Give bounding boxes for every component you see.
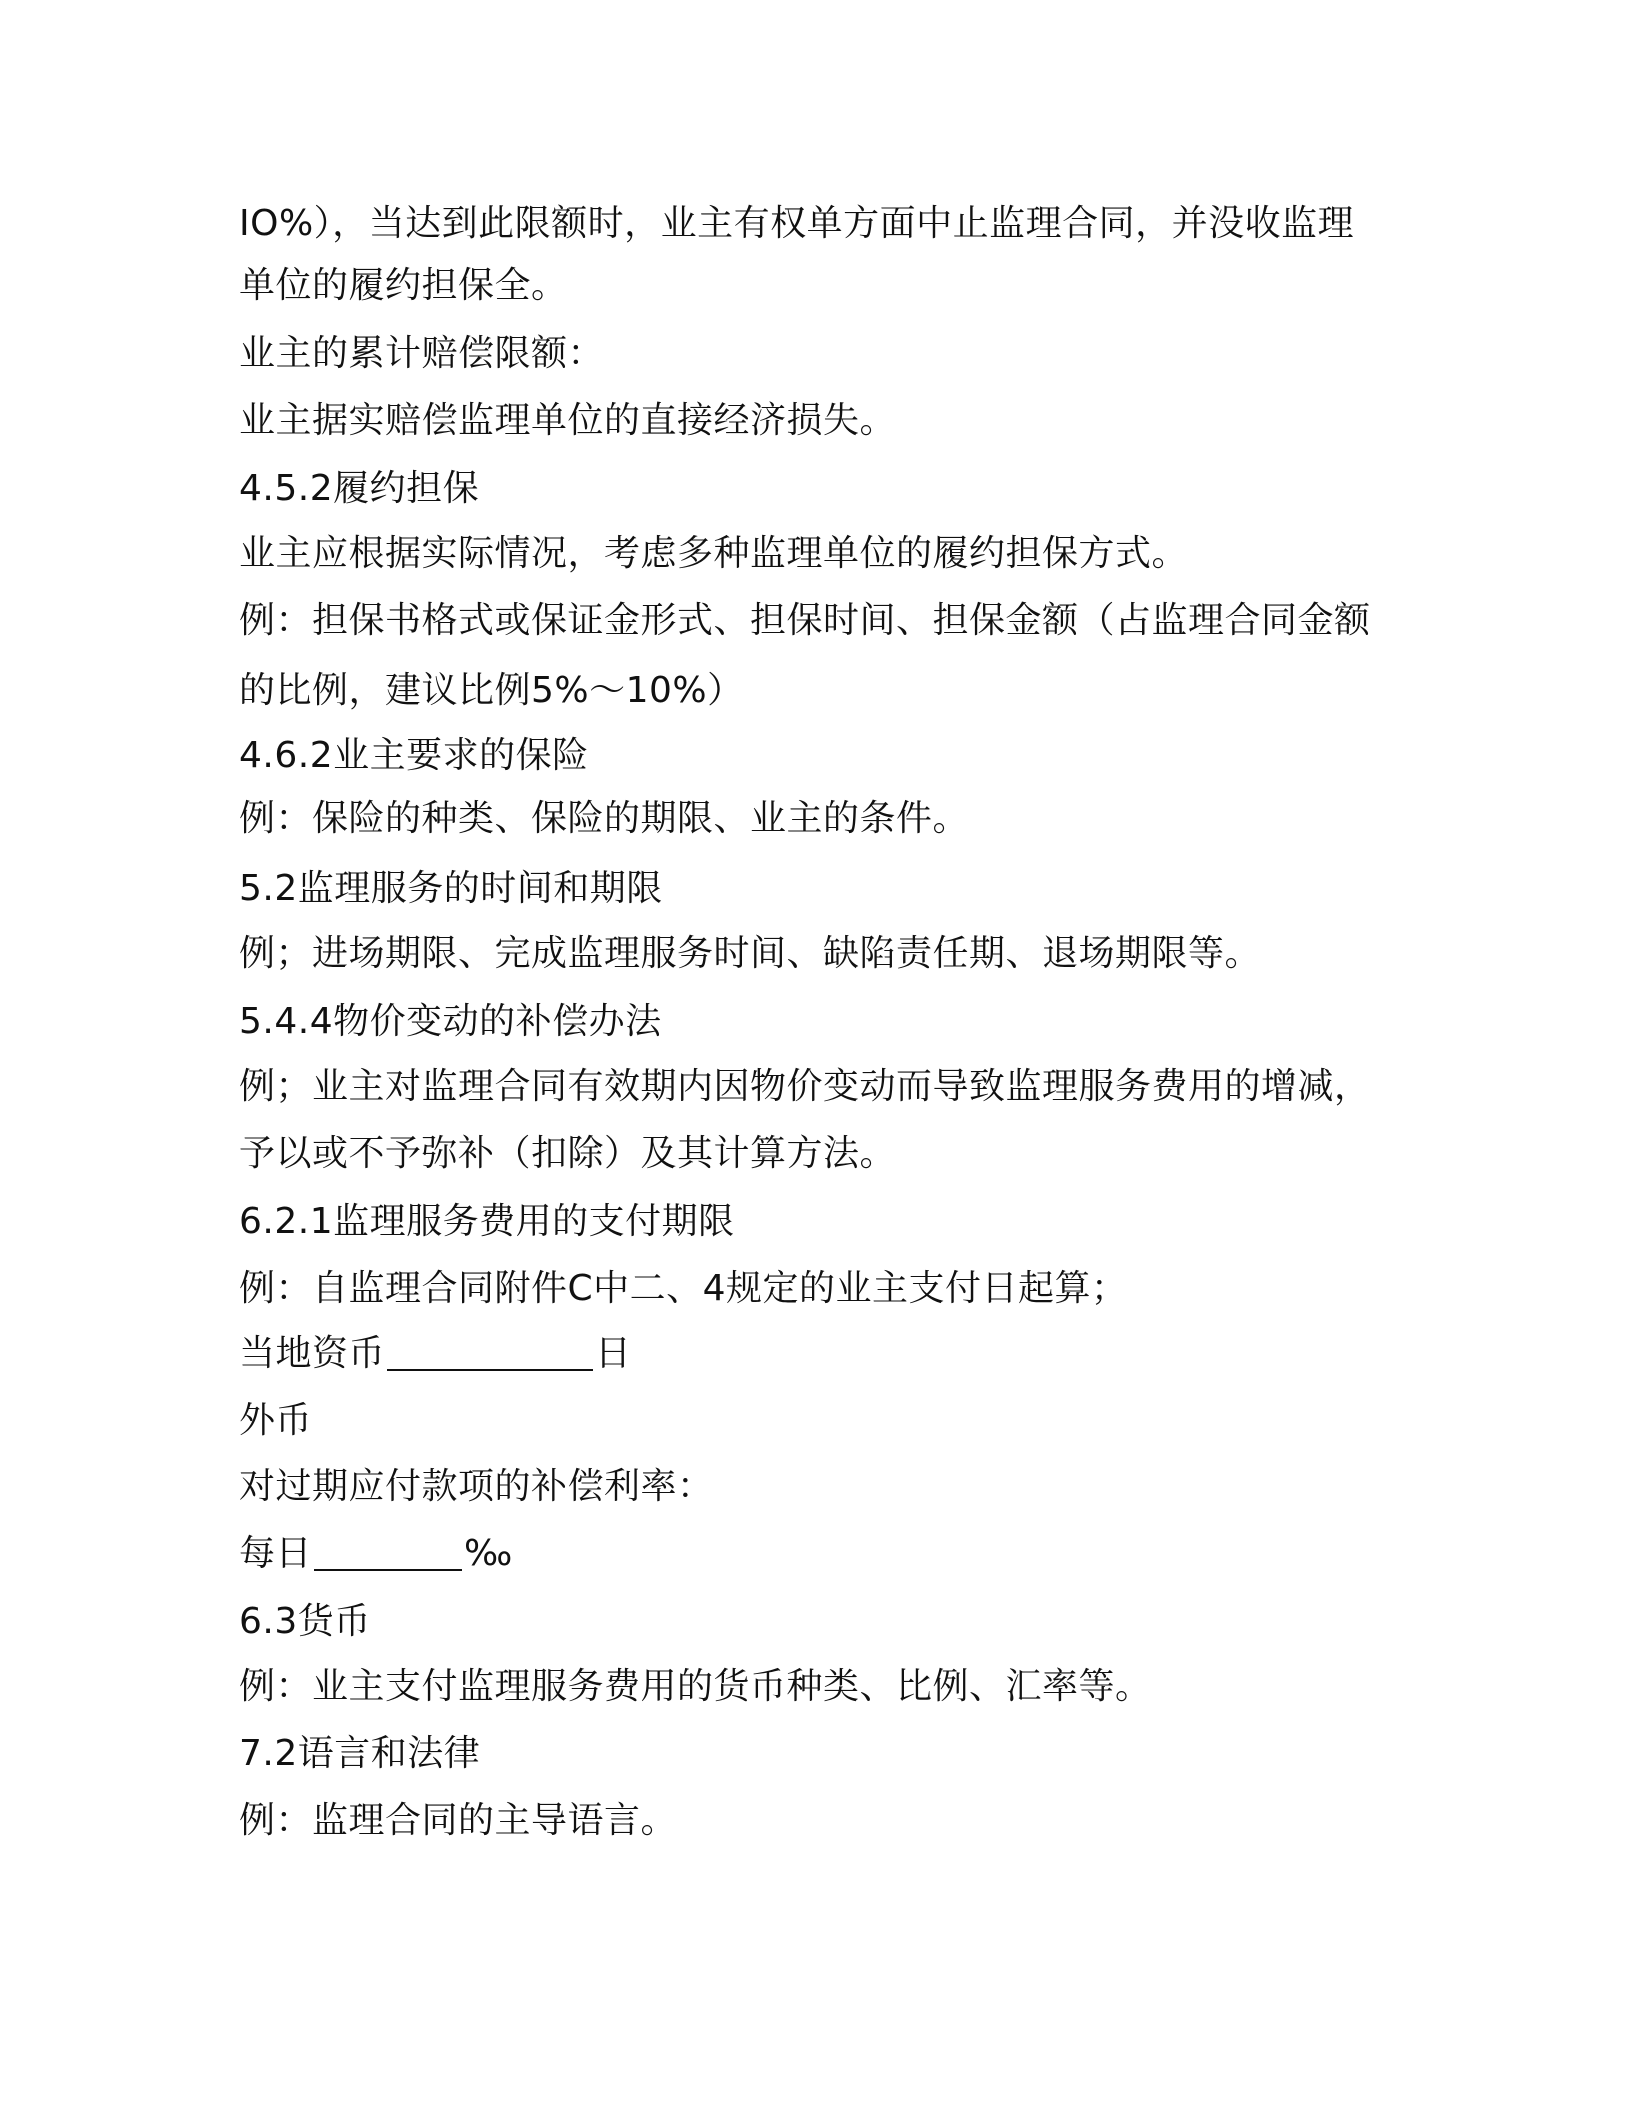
section-heading-6-3: 6.3货币: [239, 1601, 371, 1642]
text-line-8: 的比例，建议比例5%～10%）: [239, 670, 744, 711]
text-line-12: 例；进场期限、完成监理服务时间、缺陷责任期、退场期限等。: [239, 933, 1262, 974]
text-line-15: 予以或不予弥补（扣除）及其计算方法。: [239, 1133, 897, 1174]
foreign-currency-line: 外币: [239, 1400, 313, 1441]
section-heading-5-2: 5.2监理服务的时间和期限: [239, 868, 663, 909]
local-currency-blank: [387, 1333, 593, 1371]
text-line-4: 业主据实赔偿监理单位的直接经济损失。: [239, 400, 897, 441]
section-heading-5-4-4: 5.4.4物价变动的补偿办法: [239, 1001, 662, 1042]
compensation-rate-line: 对过期应付款项的补偿利率：: [239, 1466, 714, 1507]
daily-rate-blank: [314, 1533, 462, 1571]
text-line-language-example: 例：监理合同的主导语言。: [239, 1800, 678, 1841]
text-line-2: 单位的履约担保全。: [239, 265, 568, 306]
daily-rate-label: 每日: [239, 1533, 313, 1574]
text-line-7: 例：担保书格式或保证金形式、担保时间、担保金额（占监理合同金额: [239, 600, 1371, 641]
per-mille-unit: ‰: [464, 1533, 513, 1574]
section-heading-4-6-2: 4.6.2业主要求的保险: [239, 735, 589, 776]
section-heading-7-2: 7.2语言和法律: [239, 1733, 481, 1774]
text-line-3: 业主的累计赔偿限额：: [239, 333, 605, 374]
local-currency-line: [239, 1330, 632, 1378]
local-currency-label: 当地资币: [239, 1333, 386, 1374]
text-line-10: 例：保险的种类、保险的期限、业主的条件。: [239, 798, 970, 839]
text-line-currency-example: 例：业主支付监理服务费用的货币种类、比例、汇率等。: [239, 1666, 1152, 1707]
text-line-1: IO%），当达到此限额时，业主有权单方面中止监理合同，并没收监理: [239, 203, 1355, 244]
section-heading-4-5-2: 4.5.2履约担保: [239, 468, 480, 509]
local-currency-suffix: 日: [595, 1333, 632, 1374]
text-line-14: 例；业主对监理合同有效期内因物价变动而导致监理服务费用的增减，: [239, 1066, 1371, 1107]
section-heading-6-2-1: 6.2.1监理服务费用的支付期限: [239, 1201, 735, 1242]
text-line-6: 业主应根据实际情况，考虑多种监理单位的履约担保方式。: [239, 533, 1189, 574]
daily-rate-line: [239, 1530, 513, 1578]
text-line-17: 例：自监理合同附件C中二、4规定的业主支付日起算；: [239, 1268, 1128, 1309]
